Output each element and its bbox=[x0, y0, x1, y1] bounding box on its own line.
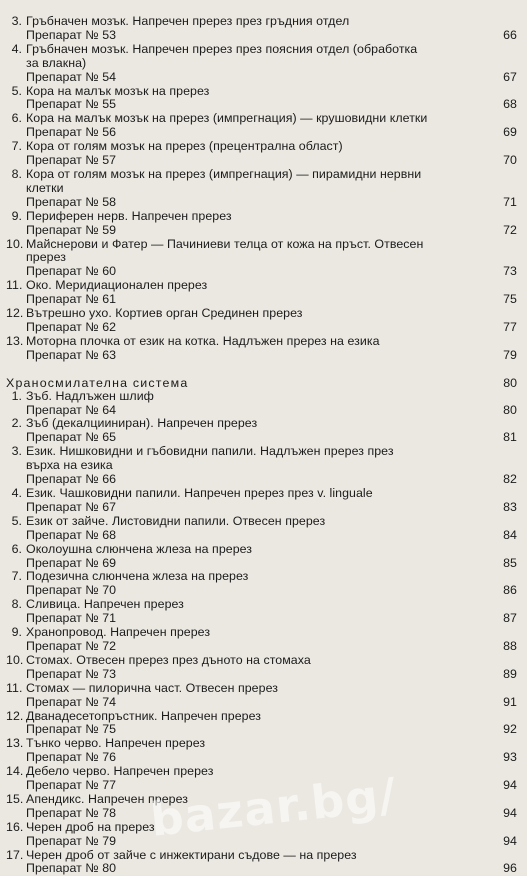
prep-label: Препарат № 64 bbox=[26, 402, 117, 417]
toc-entry bbox=[6, 140, 517, 168]
page-number: 85 bbox=[503, 555, 517, 570]
toc-entry-prep-line bbox=[6, 751, 517, 765]
entry-number: 12. bbox=[6, 708, 24, 723]
entry-title: Моторна плочка от език на котка. Надлъжен пререз на езика bbox=[26, 333, 380, 348]
toc-entry-line bbox=[6, 710, 517, 724]
entry-number: 7. bbox=[11, 569, 22, 584]
page-number: 81 bbox=[503, 430, 517, 445]
toc-entry-line bbox=[6, 57, 517, 71]
toc-entry bbox=[6, 445, 517, 487]
entry-title: Зъб. Надлъжен шлиф bbox=[26, 388, 154, 403]
entry-number: 16. bbox=[6, 819, 24, 834]
toc-entry bbox=[6, 390, 517, 418]
prep-label: Препарат № 59 bbox=[26, 222, 117, 237]
page-number: 70 bbox=[503, 153, 517, 168]
page-number: 77 bbox=[503, 319, 517, 334]
prep-label: Препарат № 77 bbox=[26, 778, 117, 793]
toc-entry bbox=[6, 793, 517, 821]
toc-entry-line bbox=[6, 112, 517, 126]
entry-title: върха на езика bbox=[26, 458, 113, 473]
page-number: 87 bbox=[503, 611, 517, 626]
toc-entry-prep-line bbox=[6, 71, 517, 85]
page-number: 75 bbox=[503, 292, 517, 307]
entry-title: Апендикс. Напречен пререз bbox=[26, 791, 188, 806]
toc-entry-line bbox=[6, 821, 517, 835]
entry-number: 11. bbox=[6, 278, 23, 293]
page-number: 79 bbox=[503, 347, 517, 362]
toc-entry bbox=[6, 654, 517, 682]
toc-entry bbox=[6, 210, 517, 238]
toc-entry-line bbox=[6, 15, 517, 29]
prep-label: Препарат № 56 bbox=[26, 125, 117, 140]
toc-entry-prep-line bbox=[6, 612, 517, 626]
prep-label: Препарат № 55 bbox=[26, 97, 117, 112]
page-number: 67 bbox=[503, 69, 517, 84]
toc-entry bbox=[6, 85, 517, 113]
entry-number: 13. bbox=[6, 333, 24, 348]
watermark: bazar.bg/ bbox=[147, 767, 400, 847]
entry-title: Дебело черво. Напречен пререз bbox=[26, 764, 214, 779]
toc-entry bbox=[6, 335, 517, 363]
prep-label: Препарат № 68 bbox=[26, 527, 117, 542]
page-number: 68 bbox=[503, 97, 517, 112]
entry-number: 17. bbox=[6, 847, 24, 862]
entry-title: Око. Меридиационален пререз bbox=[26, 278, 208, 293]
toc-entry-prep-line bbox=[6, 835, 517, 849]
page-number: 88 bbox=[503, 638, 517, 653]
entry-title: Кора от голям мозък на пререз (прецентрална област) bbox=[26, 139, 343, 154]
entry-title: Тънко черво. Напречен пререз bbox=[26, 736, 206, 751]
entry-title: Кора на малък мозък на пререз (импрегнация) — крушовидни клетки bbox=[26, 111, 428, 126]
entry-title: Език. Чашковидни папили. Напречен пререз през v. linguale bbox=[26, 486, 373, 500]
toc-entry-line bbox=[6, 417, 517, 431]
toc-entry-prep-line bbox=[6, 196, 517, 210]
entry-number: 4. bbox=[11, 486, 22, 500]
toc-entry-prep-line bbox=[6, 29, 517, 43]
entry-title: Зъб (декалцииниран). Напречен пререз bbox=[26, 416, 258, 431]
entry-title: Кора на малък мозък на пререз bbox=[26, 83, 210, 98]
page-number: 92 bbox=[503, 722, 517, 737]
entry-number: 14. bbox=[6, 764, 24, 779]
section-page-number: 80 bbox=[503, 375, 517, 390]
entry-number: 6. bbox=[11, 541, 22, 556]
page-number: 94 bbox=[503, 778, 517, 793]
entry-number: 7. bbox=[11, 139, 22, 154]
page-number: 94 bbox=[503, 805, 517, 820]
entry-title: Стомах — пилорична част. Отвесен пререз bbox=[26, 680, 278, 695]
toc-entry-prep-line bbox=[6, 584, 517, 598]
page-number: 84 bbox=[503, 527, 517, 542]
entry-number: 5. bbox=[11, 513, 22, 528]
entry-title: Периферен нерв. Напречен пререз bbox=[26, 208, 232, 223]
page-number: 71 bbox=[503, 194, 517, 209]
prep-label: Препарат № 73 bbox=[26, 666, 117, 681]
toc-entry-prep-line bbox=[6, 862, 517, 876]
toc-entry bbox=[6, 821, 517, 849]
toc-entry bbox=[6, 43, 517, 85]
toc-entry-line bbox=[6, 445, 517, 459]
entry-title: Черен дроб от зайче с инжектирани съдове — на пререз bbox=[26, 847, 357, 862]
prep-label: Препарат № 57 bbox=[26, 153, 117, 168]
page-number: 82 bbox=[503, 472, 517, 487]
toc-entry-prep-line bbox=[6, 640, 517, 654]
toc-entry-prep-line bbox=[6, 473, 517, 487]
entry-number: 4. bbox=[11, 41, 22, 56]
toc-entry-prep-line bbox=[6, 98, 517, 112]
prep-label: Препарат № 78 bbox=[26, 805, 117, 820]
entry-title: Дванадесетопръстник. Напречен пререз bbox=[26, 708, 262, 723]
page-number: 66 bbox=[503, 27, 517, 42]
toc-entry-line bbox=[6, 251, 517, 265]
page-number: 83 bbox=[503, 499, 517, 514]
toc-entry-prep-line bbox=[6, 723, 517, 737]
entry-title: за влакна) bbox=[26, 55, 87, 70]
prep-label: Препарат № 79 bbox=[26, 833, 117, 848]
entry-title: Подезична слюнчена жлеза на пререз bbox=[26, 569, 249, 584]
toc-entry-prep-line bbox=[6, 321, 517, 335]
toc-entry-line bbox=[6, 335, 517, 349]
entry-title: Сливица. Напречен пререз bbox=[26, 597, 184, 612]
toc-entry bbox=[6, 417, 517, 445]
toc-entry-prep-line bbox=[6, 668, 517, 682]
toc-entry bbox=[6, 598, 517, 626]
toc-entry-prep-line bbox=[6, 779, 517, 793]
toc-entry bbox=[6, 626, 517, 654]
toc-list-nervous bbox=[6, 15, 517, 363]
page-number: 89 bbox=[503, 666, 517, 681]
page-number: 96 bbox=[503, 861, 517, 876]
toc-entry-line bbox=[6, 210, 517, 224]
toc-entry-prep-line bbox=[6, 557, 517, 571]
page-number: 93 bbox=[503, 750, 517, 765]
toc-entry-line bbox=[6, 140, 517, 154]
prep-label: Препарат № 75 bbox=[26, 722, 117, 737]
toc-entry-line bbox=[6, 279, 517, 293]
toc-entry bbox=[6, 238, 517, 280]
entry-number: 9. bbox=[11, 625, 22, 640]
entry-number: 13. bbox=[6, 736, 24, 751]
toc-entry-line bbox=[6, 168, 517, 182]
toc-entry-line bbox=[6, 626, 517, 640]
prep-label: Препарат № 69 bbox=[26, 555, 117, 570]
entry-title: пререз bbox=[26, 250, 66, 265]
toc-entry bbox=[6, 570, 517, 598]
entry-number: 6. bbox=[11, 111, 22, 126]
toc-entry bbox=[6, 487, 517, 515]
prep-label: Препарат № 65 bbox=[26, 430, 117, 445]
toc-entry bbox=[6, 543, 517, 571]
toc-entry-line bbox=[6, 43, 517, 57]
toc-entry-line bbox=[6, 543, 517, 557]
toc-entry bbox=[6, 168, 517, 210]
toc-entry-prep-line bbox=[6, 404, 517, 418]
toc-entry bbox=[6, 307, 517, 335]
entry-title: Вътрешно ухо. Кортиев орган Срединен пререз bbox=[26, 306, 303, 321]
prep-label: Препарат № 66 bbox=[26, 472, 117, 487]
entry-number: 5. bbox=[11, 83, 22, 98]
prep-label: Препарат № 60 bbox=[26, 264, 117, 279]
entry-title: Език от зайче. Листовидни папили. Отвесен пререз bbox=[26, 513, 326, 528]
entry-number: 1. bbox=[11, 388, 22, 403]
entry-title: клетки bbox=[26, 180, 64, 195]
entry-number: 10. bbox=[6, 236, 24, 251]
prep-label: Препарат № 54 bbox=[26, 69, 117, 84]
toc-entry-prep-line bbox=[6, 529, 517, 543]
prep-label: Препарат № 71 bbox=[26, 611, 117, 626]
toc-entry-prep-line bbox=[6, 265, 517, 279]
toc-entry-line bbox=[6, 793, 517, 807]
toc-entry-line bbox=[6, 570, 517, 584]
toc-entry-line bbox=[6, 307, 517, 321]
toc-entry-line bbox=[6, 737, 517, 751]
toc-entry-line bbox=[6, 182, 517, 196]
prep-label: Препарат № 74 bbox=[26, 694, 117, 709]
entry-number: 3. bbox=[11, 14, 22, 28]
page-number: 69 bbox=[503, 125, 517, 140]
page-number: 80 bbox=[503, 402, 517, 417]
page-number: 94 bbox=[503, 833, 517, 848]
toc-entry-prep-line bbox=[6, 807, 517, 821]
toc-entry-line bbox=[6, 765, 517, 779]
entry-number: 8. bbox=[11, 597, 22, 612]
toc-entry bbox=[6, 765, 517, 793]
entry-title: Черен дроб на пререз bbox=[26, 819, 155, 834]
entry-title: Гръбначен мозък. Напречен пререз през гръдния отдел bbox=[26, 14, 350, 28]
entry-title: Гръбначен мозък. Напречен пререз през поясния отдел (обработка bbox=[26, 41, 418, 56]
page-number: 72 bbox=[503, 222, 517, 237]
entry-number: 11. bbox=[6, 680, 23, 695]
toc-entry-prep-line bbox=[6, 224, 517, 238]
entry-number: 3. bbox=[11, 444, 22, 459]
toc-entry-prep-line bbox=[6, 126, 517, 140]
entry-title: Майснерови и Фатер — Пачиниеви телца от кожа на пръст. Отвесен bbox=[26, 236, 424, 251]
toc-entry bbox=[6, 737, 517, 765]
entry-title: Стомах. Отвесен пререз през дъното на стомаха bbox=[26, 652, 311, 667]
entry-title: Околоушна слюнчена жлеза на пререз bbox=[26, 541, 253, 556]
toc-list-digestive bbox=[6, 390, 517, 876]
entry-title: Език. Нишковидни и гъбовидни папили. Надлъжен пререз през bbox=[26, 444, 394, 459]
page-number: 73 bbox=[503, 264, 517, 279]
toc-entry-line bbox=[6, 390, 517, 404]
toc-entry bbox=[6, 682, 517, 710]
entry-number: 10. bbox=[6, 652, 24, 667]
toc-entry-line bbox=[6, 598, 517, 612]
toc-entry bbox=[6, 849, 517, 876]
toc-entry-line bbox=[6, 487, 517, 501]
entry-title: Кора от голям мозък на пререз (импрегнация) — пирамидни нервни bbox=[26, 166, 422, 181]
toc-entry bbox=[6, 15, 517, 43]
toc-entry-prep-line bbox=[6, 154, 517, 168]
toc-entry-line bbox=[6, 515, 517, 529]
toc-entry-line bbox=[6, 654, 517, 668]
section-title: Храносмилателна система bbox=[6, 375, 189, 390]
page-number: 91 bbox=[503, 694, 517, 709]
section-heading bbox=[6, 376, 517, 390]
toc-entry-line bbox=[6, 459, 517, 473]
entry-number: 15. bbox=[6, 791, 24, 806]
toc-entry-prep-line bbox=[6, 696, 517, 710]
prep-label: Препарат № 67 bbox=[26, 499, 117, 514]
toc-entry-line bbox=[6, 85, 517, 99]
prep-label: Препарат № 53 bbox=[26, 27, 117, 42]
prep-label: Препарат № 58 bbox=[26, 194, 117, 209]
prep-label: Препарат № 61 bbox=[26, 292, 117, 307]
entry-number: 2. bbox=[11, 416, 22, 431]
toc-entry bbox=[6, 112, 517, 140]
toc-entry-prep-line bbox=[6, 431, 517, 445]
toc-entry-line bbox=[6, 849, 517, 863]
prep-label: Препарат № 70 bbox=[26, 583, 117, 598]
toc-entry-line bbox=[6, 682, 517, 696]
toc-entry-prep-line bbox=[6, 293, 517, 307]
prep-label: Препарат № 80 bbox=[26, 861, 117, 876]
entry-number: 9. bbox=[11, 208, 22, 223]
prep-label: Препарат № 63 bbox=[26, 347, 117, 362]
toc-entry bbox=[6, 515, 517, 543]
entry-number: 12. bbox=[6, 306, 24, 321]
toc-entry bbox=[6, 710, 517, 738]
prep-label: Препарат № 62 bbox=[26, 319, 117, 334]
toc-entry bbox=[6, 279, 517, 307]
page-number: 86 bbox=[503, 583, 517, 598]
toc-entry-prep-line bbox=[6, 349, 517, 363]
toc-entry-line bbox=[6, 238, 517, 252]
entry-title: Хранопровод. Напречен пререз bbox=[26, 625, 211, 640]
prep-label: Препарат № 72 bbox=[26, 638, 117, 653]
entry-number: 8. bbox=[11, 166, 22, 181]
toc-entry-prep-line bbox=[6, 501, 517, 515]
prep-label: Препарат № 76 bbox=[26, 750, 117, 765]
